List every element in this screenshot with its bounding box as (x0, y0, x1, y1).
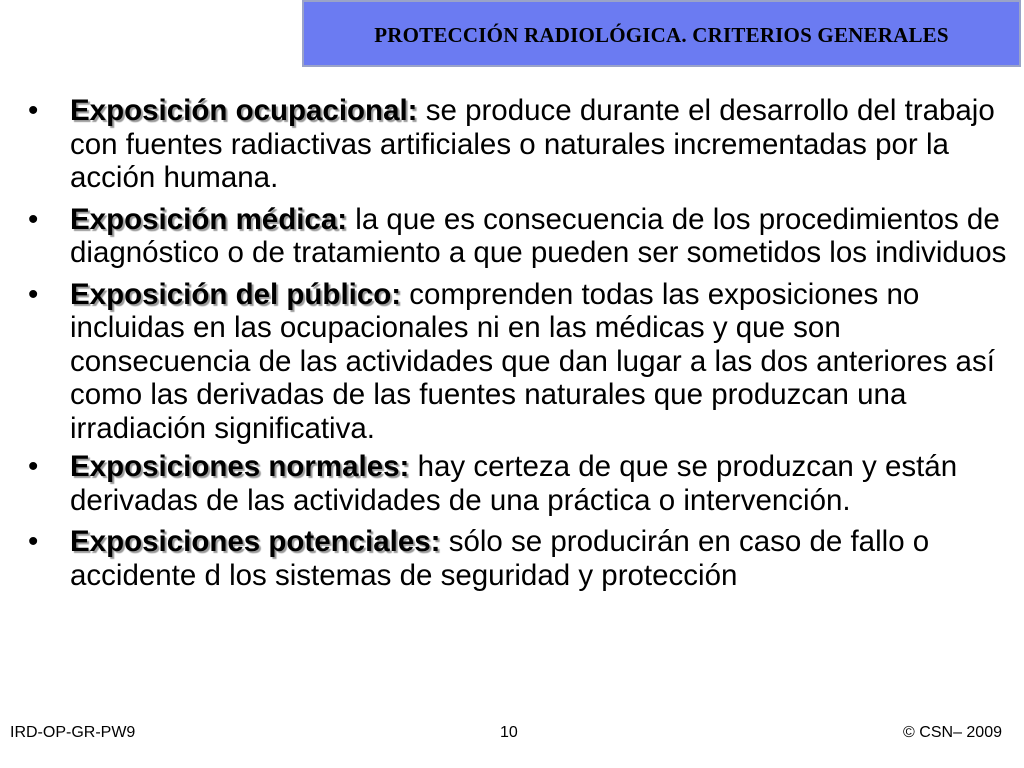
bullet-item-potential (22, 525, 1012, 592)
bullet-icon: • (28, 277, 39, 311)
bullet-list (22, 94, 1012, 600)
bullet-text: comprenden todas las exposiciones no incluidas en las ocupacionales ni en las médicas y que son consecuencia de las actividades que dan lugar a las dos anteriores así como las derivadas de las fuentes naturales que produzcan una irradiación significativa. (70, 277, 995, 445)
bullet-term: Exposición médica: (70, 202, 348, 236)
footer-document-code: IRD-OP-GR-PW9 (10, 724, 136, 741)
footer-page-number: 10 (500, 724, 518, 741)
header-box (302, 0, 1021, 67)
slide-title: PROTECCIÓN RADIOLÓGICA. CRITERIOS GENERALES (374, 23, 949, 47)
bullet-text: sólo se producirán en caso de fallo o accidente d los sistemas de seguridad y protección (70, 525, 930, 592)
bullet-icon: • (28, 202, 39, 236)
bullet-icon: • (28, 525, 39, 558)
bullet-item-occupational (22, 94, 1012, 195)
bullet-term: Exposiciones potenciales: (70, 525, 441, 558)
bullet-term: Exposición ocupacional: (70, 94, 418, 127)
bullet-item-normal (22, 450, 1012, 517)
bullet-term: Exposiciones normales: (70, 450, 410, 483)
bullet-text: la que es consecuencia de los procedimientos de diagnóstico o de tratamiento a que pueden ser sometidos los individuos (70, 202, 1007, 269)
bullet-text: se produce durante el desarrollo del trabajo con fuentes radiactivas artificiales o naturales incrementadas por la acción humana. (70, 94, 995, 194)
footer-copyright: © CSN– 2009 (903, 724, 1002, 741)
bullet-term: Exposición del público: (70, 277, 402, 311)
bullet-icon: • (28, 94, 39, 127)
bullet-item-medical (22, 203, 1012, 270)
bullet-item-public (22, 278, 1012, 446)
bullet-icon: • (28, 450, 39, 483)
bullet-text: hay certeza de que se produzcan y están derivadas de las actividades de una práctica o intervención. (70, 450, 958, 517)
